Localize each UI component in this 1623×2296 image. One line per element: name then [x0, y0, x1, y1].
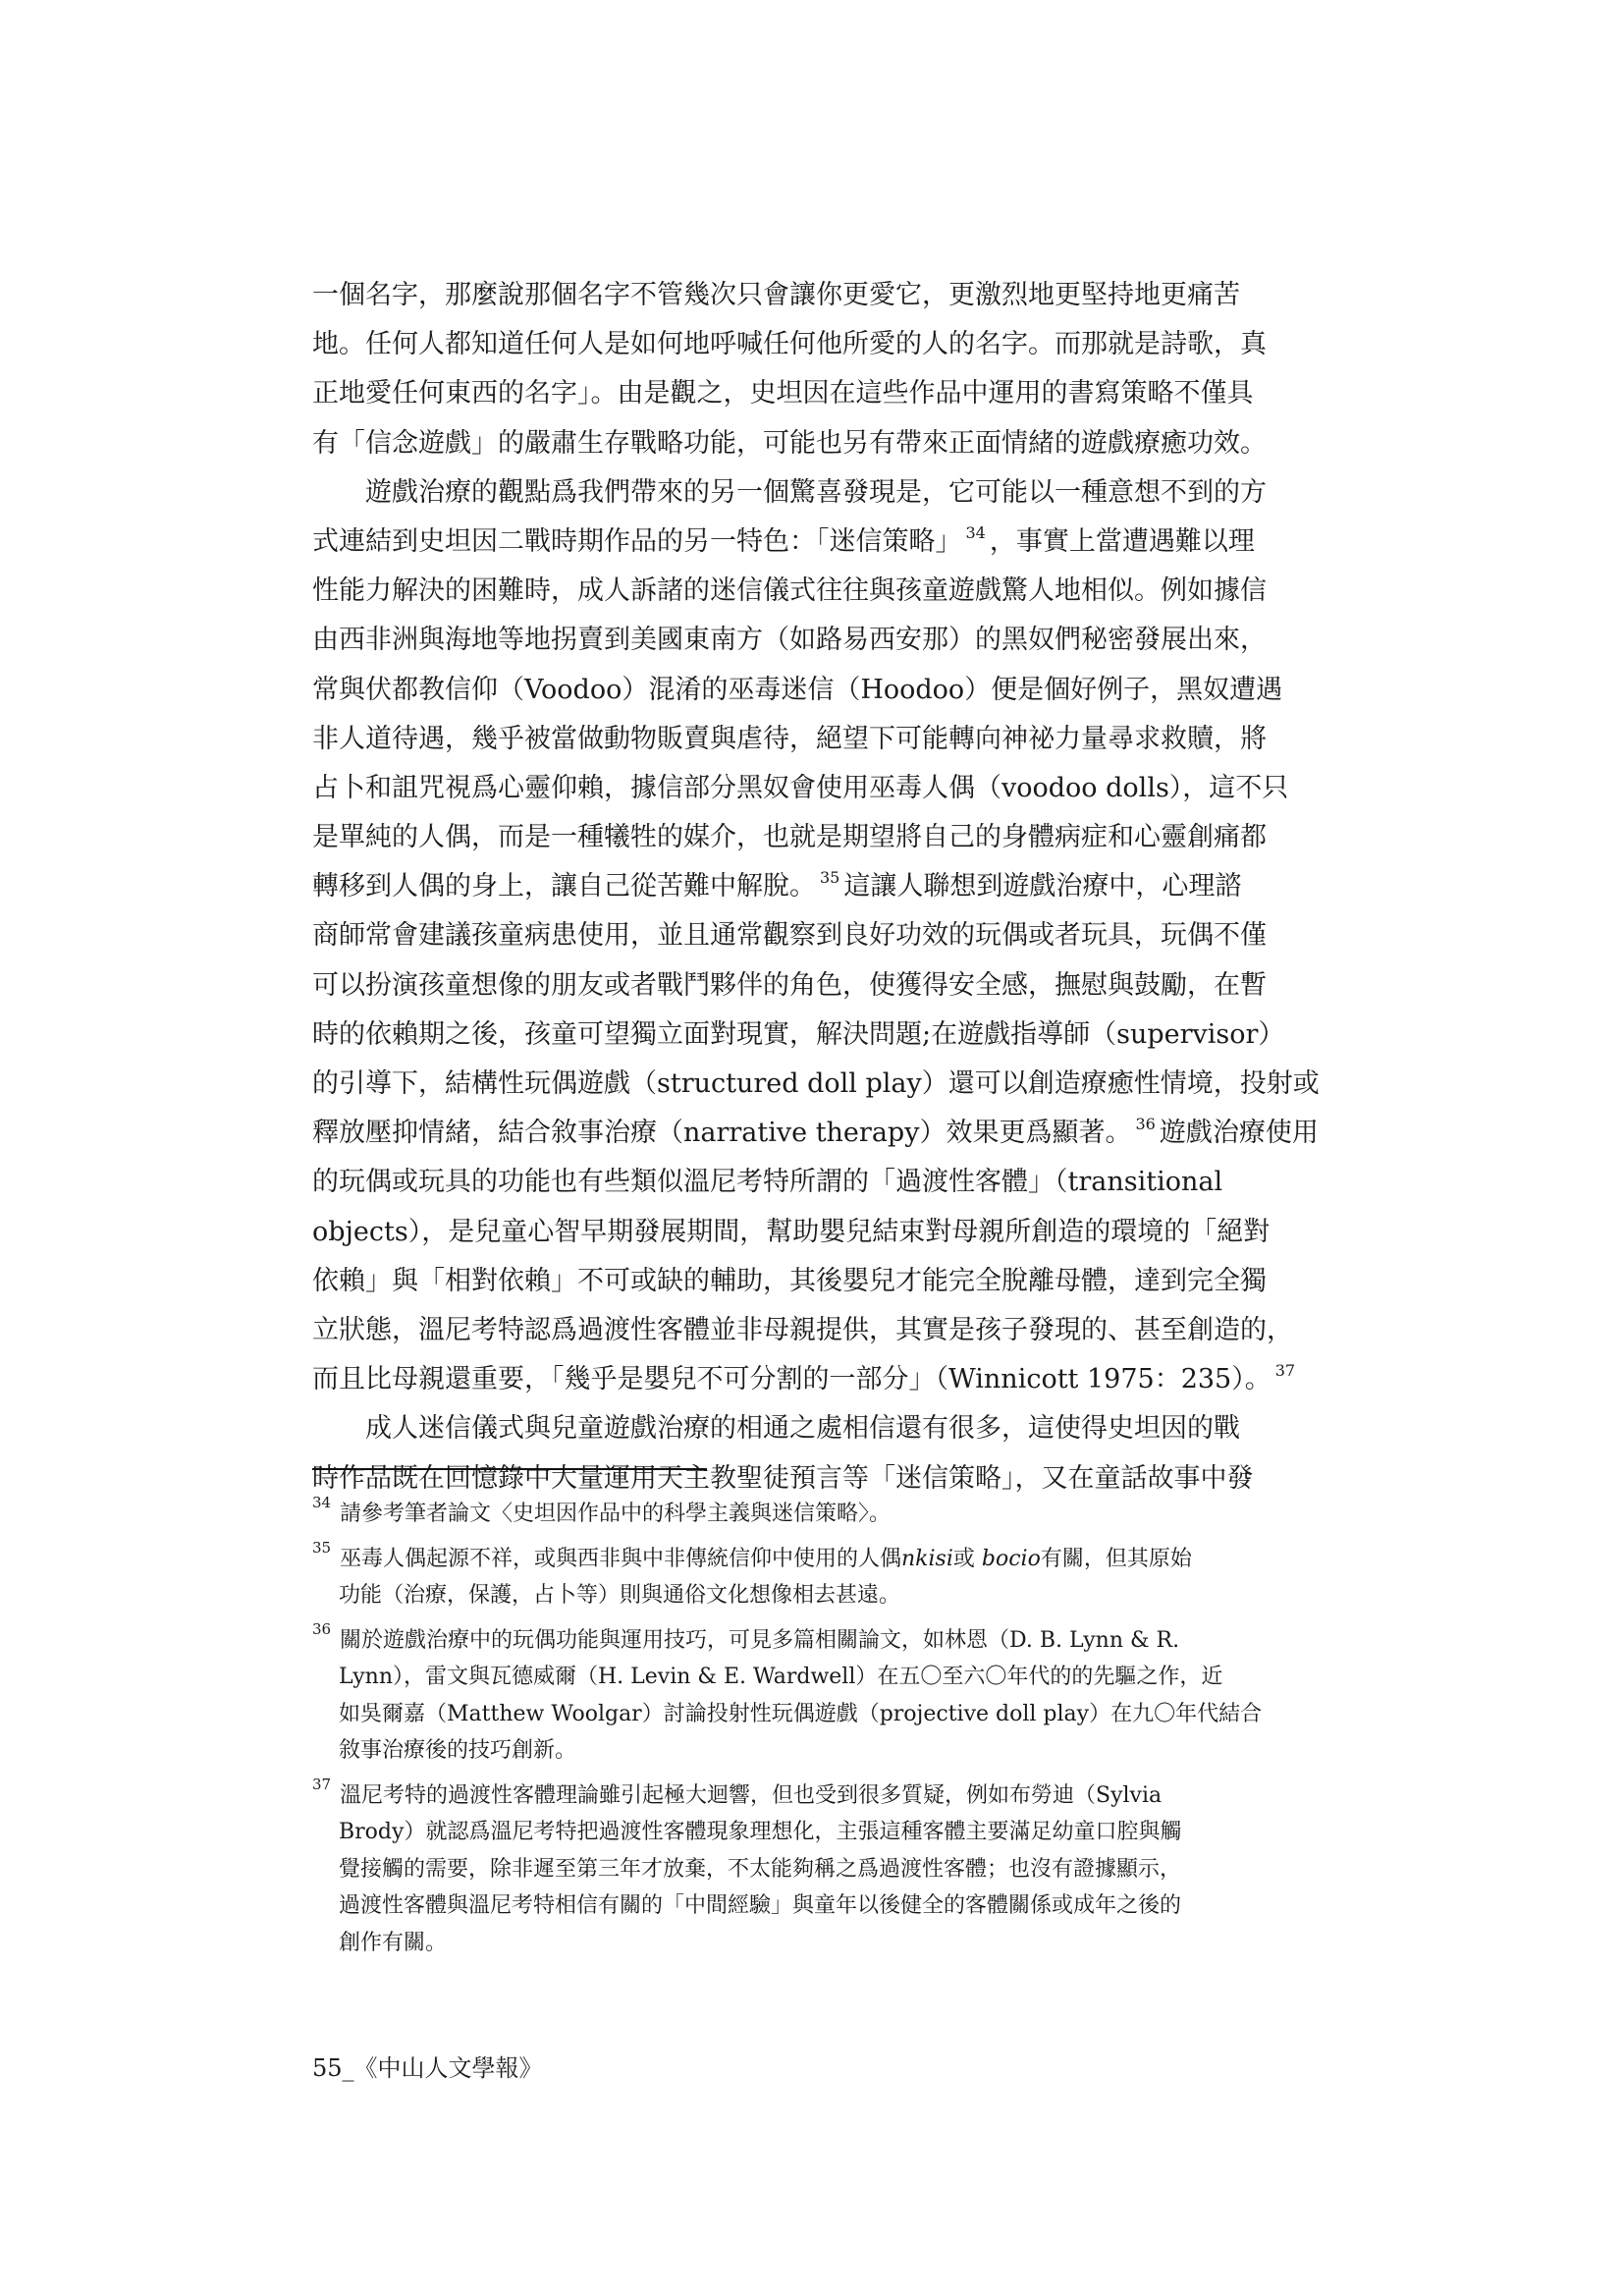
text-line: objects），是兒童心智早期發展期間，幫助嬰兒結束對母親所創造的環境的「絕對	[312, 1216, 1271, 1247]
text-line: 遊戲治療的觀點爲我們帶來的另一個驚喜發現是，它可能以一種意想不到的方	[365, 476, 1267, 508]
text-line: 是單純的人偶，而是一種犧牲的媒介，也就是期望將自己的身體病症和心靈創痛都	[312, 822, 1267, 853]
footnote-ref-37[interactable]: 37	[1274, 1361, 1296, 1381]
footnote-36	[312, 1619, 1294, 1770]
footnote-line: Brody）就認爲溫尼考特把過渡性客體現象理想化，主張這種客體主要滿足幼童口腔與觸	[339, 1820, 1182, 1844]
text-line: 依賴」與「相對依賴」不可或缺的輔助，其後嬰兒才能完全脫離母體，達到完全獨	[312, 1265, 1267, 1296]
text-line: 非人道待遇，幾乎被當做動物販賣與虐待，絕望下可能轉向神祕力量尋求救贖，將	[312, 723, 1267, 754]
page-footer: 55_《中山人文學報》	[312, 2054, 543, 2082]
footnote-line: 溫尼考特的過渡性客體理論雖引起極大迴響，但也受到很多質疑，例如布勞迪（Sylvia	[340, 1782, 1163, 1808]
footnote-line	[312, 1538, 1294, 1578]
text-line: 時的依賴期之後，孩童可望獨立面對現實，解決問題;在遊戲指導師（supervisor）	[312, 1018, 1285, 1050]
text-line: 占卜和詛咒視爲心靈仰賴，據信部分黑奴會使用巫毒人偶（voodoo dolls），這不只	[312, 772, 1289, 803]
footnote-number: 36	[312, 1619, 332, 1638]
text-line: 有「信念遊戲」的嚴肅生存戰略功能，可能也另有帶來正面情緒的遊戲療癒功效。	[312, 427, 1267, 459]
text-line: 可以扮演孩童想像的朋友或者戰鬥夥伴的角色，使獲得安全感，撫慰與鼓勵，在暫	[312, 969, 1267, 1001]
footnote-34	[312, 1496, 1294, 1533]
text-segment: 遊戲治療使用	[1159, 1118, 1319, 1149]
text-line: 由西非洲與海地等地拐賣到美國東南方（如路易西安那）的黑奴們秘密發展出來，	[312, 625, 1267, 656]
text-line: 商師常會建議孩童病患使用，並且通常觀察到良好功效的玩偶或者玩具，玩偶不僅	[312, 920, 1267, 952]
text-line: 立狀態，溫尼考特認爲過渡性客體並非母親提供，其實是孩子發現的、甚至創造的，	[312, 1314, 1293, 1345]
footnote-line: 功能（治療，保護，占卜等）則與通俗文化想像相去甚遠。	[339, 1583, 901, 1608]
text-line: 成人迷信儀式與兒童遊戲治療的相通之處相信還有很多，這使得史坦因的戰	[365, 1413, 1240, 1445]
text-line: 性能力解決的困難時，成人訴諸的迷信儀式往往與孩童遊戲驚人地相似。例如據信	[312, 575, 1267, 607]
text-line	[312, 1109, 1319, 1158]
text-line: 常與伏都教信仰（Voodoo）混淆的巫毒迷信（Hoodoo）便是個好例子，黑奴遭遇	[312, 674, 1283, 705]
italic-term: nkisi	[901, 1546, 953, 1571]
italic-term: bocio	[981, 1546, 1041, 1571]
text-segment: 而且比母親還重要，「幾乎是嬰兒不可分割的一部分」（Winnicott 1975：235）。	[312, 1364, 1271, 1395]
text-line	[312, 1355, 1294, 1404]
footnote-line: 請參考筆者論文〈史坦因作品中的科學主義與迷信策略〉。	[340, 1502, 892, 1526]
footnote-number: 35	[312, 1538, 332, 1557]
text-line: 一個名字，那麼說那個名字不管幾次只會讓你更愛它，更激烈地更堅持地更痛苦	[312, 280, 1240, 310]
footnote-line: 創作有關。	[339, 1930, 448, 1955]
text-segment: ，事實上當遭遇難以理	[989, 525, 1255, 557]
footnote-line: 覺接觸的需要，除非遲至第三年才放棄，不太能夠稱之爲過渡性客體；也沒有證據顯示，	[339, 1856, 1182, 1882]
text-segment: 巫毒人偶起源不祥，或與西非與中非傳統信仰中使用的人偶	[340, 1546, 902, 1571]
footnote-35	[312, 1538, 1294, 1614]
footnote-ref-35[interactable]: 35	[820, 868, 840, 888]
text-segment: 或	[952, 1546, 975, 1571]
text-line: 的玩偶或玩具的功能也有些類似溫尼考特所謂的「過渡性客體」（transitional	[312, 1167, 1223, 1198]
footnote-37	[312, 1777, 1294, 1962]
text-segment: 有關，但其原始	[1040, 1546, 1192, 1571]
text-segment: 這讓人聯想到遊戲治療中，心理諮	[843, 871, 1242, 902]
footnote-number: 37	[312, 1775, 332, 1793]
text-line: 時作品既在回憶錄中大量運用天主教聖徒預言等「迷信策略」，又在童話故事中發	[312, 1462, 1254, 1494]
footnote-ref-34[interactable]: 34	[965, 522, 986, 542]
main-text	[312, 271, 1320, 1503]
footnote-divider	[312, 1468, 707, 1470]
footnote-line: 關於遊戲治療中的玩偶功能與運用技巧，可見多篇相關論文，如林恩（D. B. Lynn & R.	[340, 1627, 1180, 1653]
text-line: 的引導下，結構性玩偶遊戲（structured doll play）還可以創造療癒性情境，投射或	[312, 1068, 1320, 1099]
text-segment: 釋放壓抑情緒，結合敘事治療（narrative therapy）效果更爲顯著。	[312, 1118, 1132, 1149]
footnote-line: 如吳爾嘉（Matthew Woolgar）討論投射性玩偶遊戲（projective doll play）在九〇年代結合	[339, 1701, 1263, 1726]
footnotes	[312, 1496, 1294, 1969]
footnote-line: 敘事治療後的技巧創新。	[339, 1738, 577, 1763]
text-line: 正地愛任何東西的名字」。由是觀之，史坦因在這些作品中運用的書寫策略不僅具	[312, 378, 1254, 410]
text-segment: 式連結到史坦因二戰時期作品的另一特色：「迷信策略」	[312, 525, 962, 557]
footnote-line: 過渡性客體與溫尼考特相信有關的「中間經驗」與童年以後健全的客體關係或成年之後的	[339, 1893, 1182, 1918]
text-line: 地。任何人都知道任何人是如何地呼喊任何他所愛的人的名字。而那就是詩歌，真	[312, 329, 1267, 360]
footnote-line: Lynn），雷文與瓦德威爾（H. Levin & E. Wardwell）在五〇至六〇年代的的先驅之作，近	[339, 1665, 1223, 1689]
text-line	[312, 518, 1294, 567]
text-line	[312, 862, 1294, 911]
text-segment: 轉移到人偶的身上，讓自己從苦難中解脫。	[312, 871, 816, 902]
footnote-number: 34	[312, 1494, 332, 1511]
footnote-ref-36[interactable]: 36	[1135, 1115, 1156, 1134]
